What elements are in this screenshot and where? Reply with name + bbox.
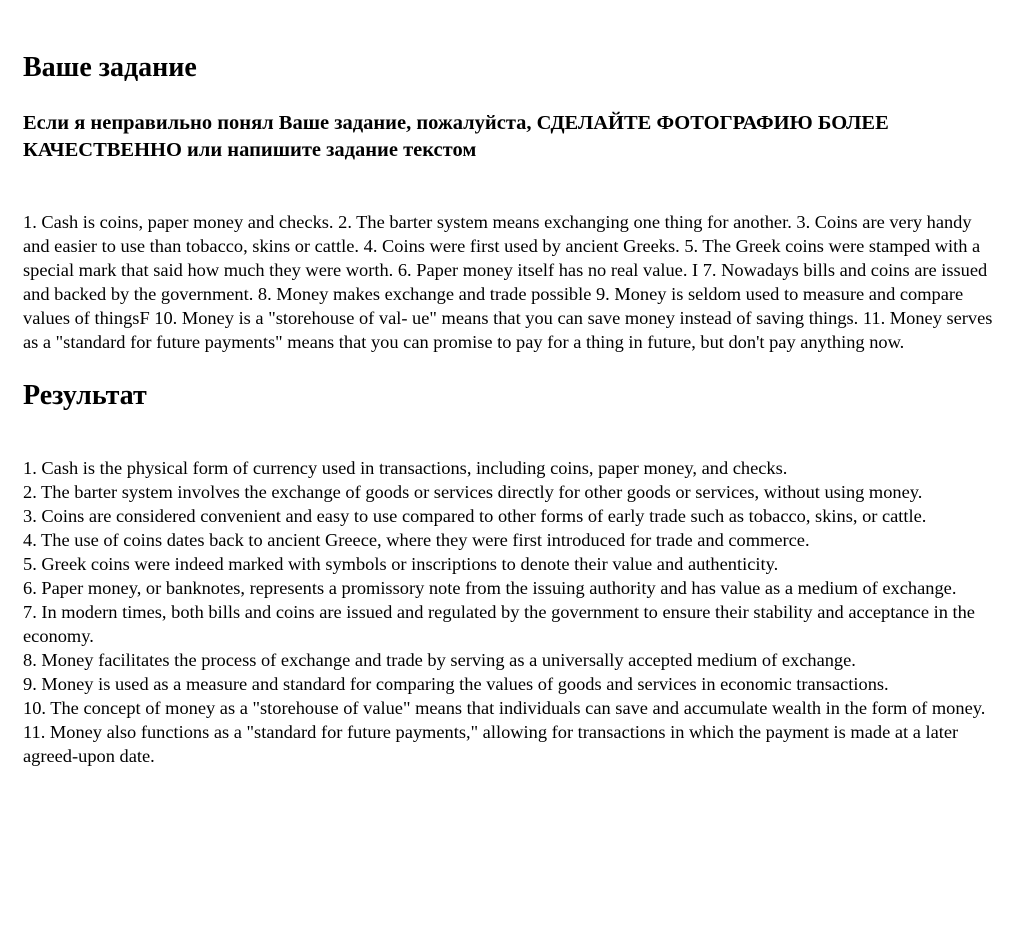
result-item: 3. Coins are considered convenient and easy to use compared to other forms of early trade such as tobacco, skins, or cattle. bbox=[23, 506, 927, 526]
photo-quality-warning: Если я неправильно понял Ваше задание, пожалуйста, СДЕЛАЙТЕ ФОТОГРАФИЮ БОЛЕЕ КАЧЕСТВЕННО или напишите задание текстом bbox=[23, 112, 889, 161]
result-list bbox=[23, 412, 1000, 768]
result-item: 8. Money facilitates the process of exchange and trade by serving as a universally accepted medium of exchange. bbox=[23, 650, 856, 670]
result-item: 5. Greek coins were indeed marked with symbols or inscriptions to denote their value and authenticity. bbox=[23, 554, 779, 574]
task-heading: Ваше задание bbox=[23, 52, 197, 83]
result-item: 6. Paper money, or banknotes, represents a promissory note from the issuing authority and has value as a medium of exchange. bbox=[23, 578, 957, 598]
result-item: 1. Cash is the physical form of currency used in transactions, including coins, paper money, and checks. bbox=[23, 458, 788, 478]
result-item: 4. The use of coins dates back to ancient Greece, where they were first introduced for trade and commerce. bbox=[23, 530, 810, 550]
result-item: 10. The concept of money as a "storehouse of value" means that individuals can save and accumulate wealth in the form of money. bbox=[23, 698, 986, 718]
result-item: 7. In modern times, both bills and coins are issued and regulated by the government to ensure their stability and acceptance in the economy. bbox=[23, 602, 975, 646]
task-text: 1. Cash is coins, paper money and checks. 2. The barter system means exchanging one thing for another. 3. Coins are very handy and easier to use than tobacco, skins or cattle. 4. Coins were first used by ancient Greeks. 5. The Greek coins were stamped with a special mark that said how much they were worth. 6. Paper money itself has no real value. I 7. Nowadays bills and coins are issued and backed by the government. 8. Money makes exchange and trade possible 9. Money is seldom used to measure and compare values of thingsF 10. Money is a "storehouse of val- ue" means that you can save money instead of saving things. 11. Money serves as a "standard for future payments" means that you can promise to pay for a thing in future, but don't pay anything now. bbox=[23, 212, 993, 352]
result-heading: Результат bbox=[23, 380, 147, 411]
result-item: 2. The barter system involves the exchange of goods or services directly for other goods or services, without using money. bbox=[23, 482, 923, 502]
result-item: 11. Money also functions as a "standard for future payments," allowing for transactions in which the payment is made at a later agreed-upon date. bbox=[23, 722, 959, 766]
result-item: 9. Money is used as a measure and standard for comparing the values of goods and services in economic transactions. bbox=[23, 674, 889, 694]
